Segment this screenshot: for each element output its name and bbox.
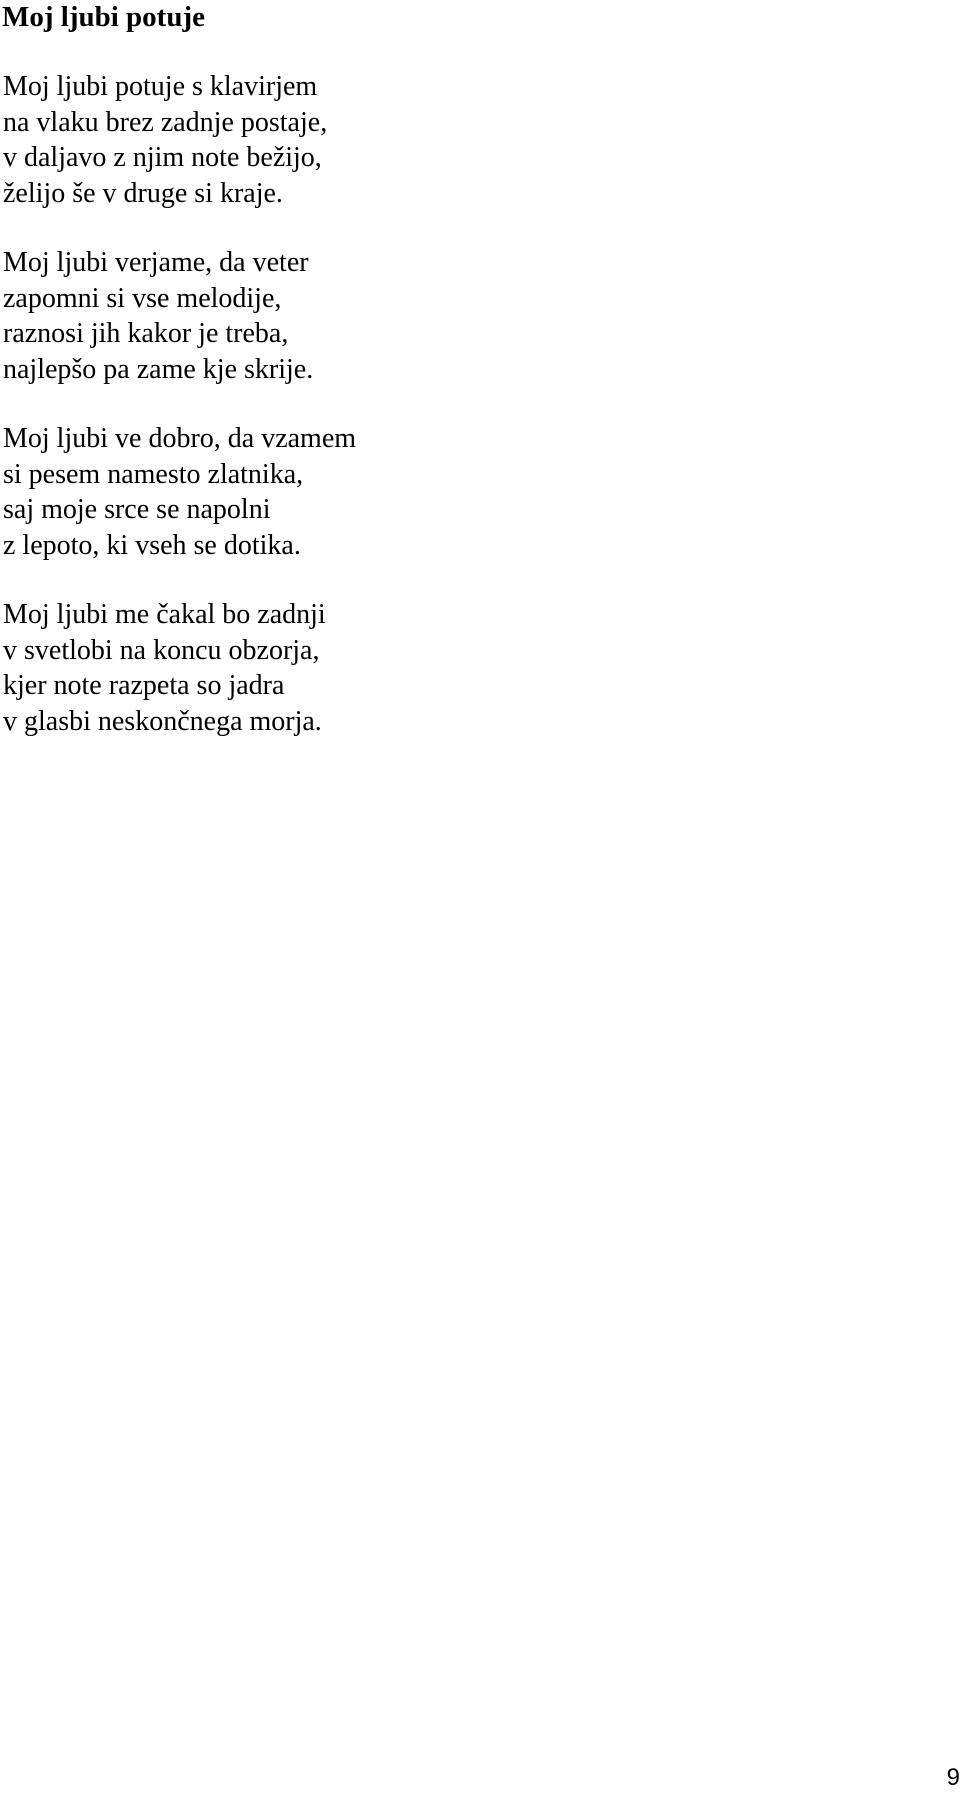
poem-line: raznosi jih kakor je treba, [3,318,289,349]
poem-line: želijo še v druge si kraje. [3,177,283,209]
poem-line: kjer note razpeta so jadra [3,670,285,701]
poem-line: Moj ljubi me čakal bo zadnji [3,599,326,630]
poem-line: si pesem namesto zlatnika, [3,458,304,490]
poem-line: z lepoto, ki vseh se dotika. [3,529,301,561]
stanza-2 [3,245,903,387]
poem-line: v daljavo z njim note bežijo, [3,142,322,173]
poem-line: Moj ljubi ve dobro, da vzamem [3,423,357,454]
stanza-4 [3,597,903,739]
poem-line: zapomni si vse melodije, [3,282,282,314]
poem-line: najlepšo pa zame kje skrije. [3,353,314,385]
poem-line: saj moje srce se napolni [3,494,271,525]
poem-line: Moj ljubi verjame, da veter [3,247,309,278]
stanza-3 [3,421,903,563]
poem-line: Moj ljubi potuje s klavirjem [3,71,318,102]
page-number: 9 [946,1764,960,1791]
poem-body [3,69,903,773]
poem-line: v glasbi neskončnega morja. [3,705,322,737]
poem-line: na vlaku brez zadnje postaje, [3,106,328,138]
poem-line: v svetlobi na koncu obzorja, [3,634,320,666]
stanza-1 [3,69,903,211]
poem-title: Moj ljubi potuje [2,1,205,33]
